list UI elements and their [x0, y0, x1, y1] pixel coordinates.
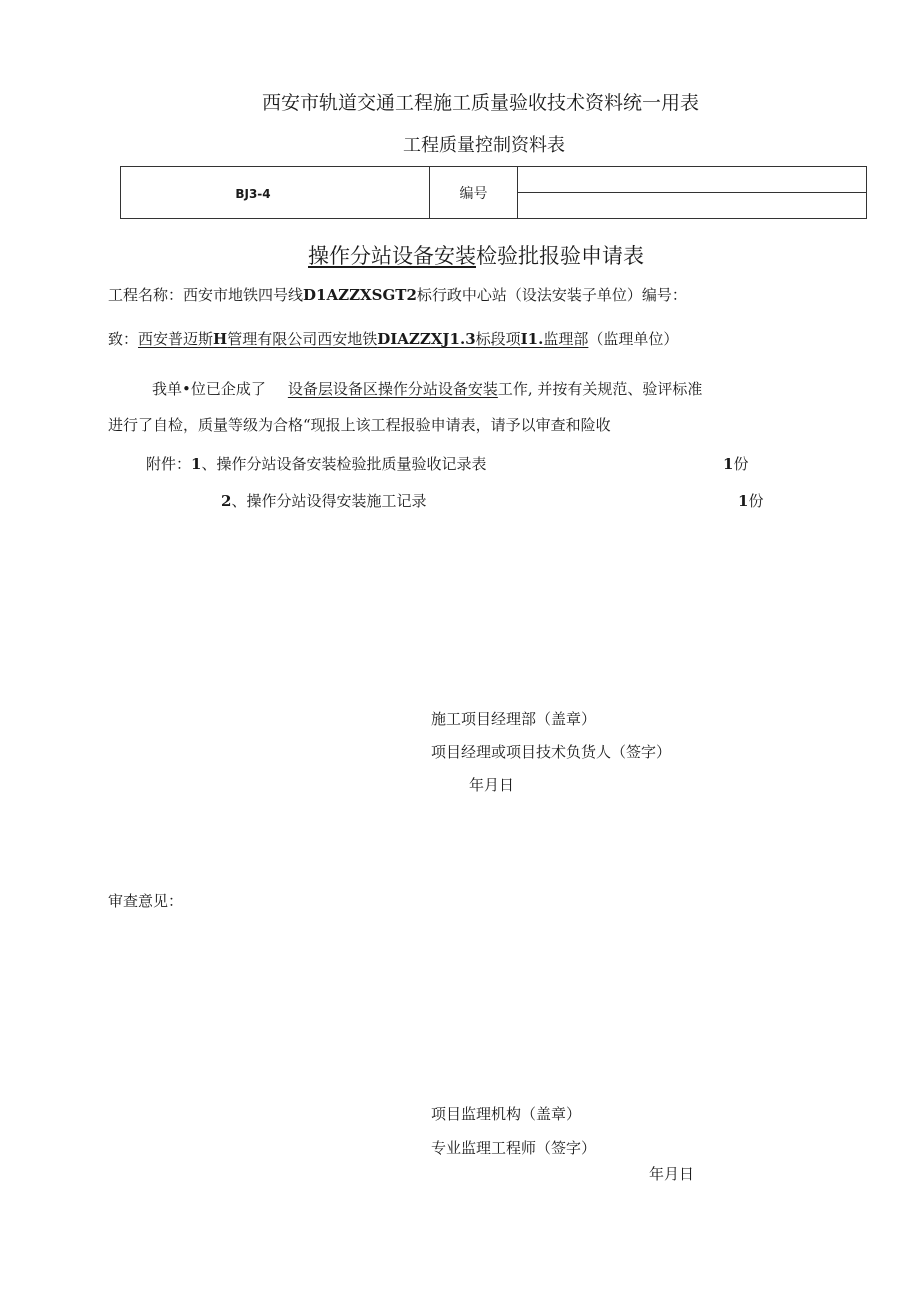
addressee-g: 监理部 — [543, 330, 589, 348]
body-line-1 — [152, 378, 702, 399]
body-1a: 我单•位已企成了 — [152, 380, 266, 398]
document-header-subtitle: 工程质量控制资料表 — [403, 135, 565, 156]
attachment-2-num: 2 — [221, 492, 232, 510]
form-title — [308, 240, 644, 270]
attachment-1 — [146, 453, 486, 474]
addressee-b: H — [213, 330, 228, 348]
number-value-cell-1 — [518, 167, 867, 193]
project-label: 工程名称： — [108, 286, 184, 304]
attachment-1-text: 、操作分站设备安装检验批质量验收记录表 — [201, 455, 487, 473]
attachment-1-qty: 1 — [723, 455, 734, 473]
addressee-d: DIAZZXJ1.3 — [377, 330, 476, 348]
number-label: 编号 — [459, 185, 488, 202]
form-title-rest: 检验批报验申请表 — [476, 244, 644, 268]
addressee-name — [138, 330, 588, 348]
number-value-cell-2 — [518, 193, 867, 219]
attachment-2-unit: 份 — [748, 492, 764, 510]
project-name-c: 标行政中心站（设法安装子单位）编号： — [416, 286, 687, 304]
form-title-underlined: 操作分站设备安装 — [308, 244, 476, 268]
attachment-label: 附件： — [146, 455, 192, 473]
supervisor-org-seal: 项目监理机构（盖章） — [431, 1105, 582, 1123]
contractor-manager-sign: 项目经理或项目技术负货人（签字） — [431, 743, 672, 761]
body-line-2: 进行了自检，质量等级为合格“现报上该工程报验申请表，请予以审查和险收 — [108, 416, 611, 434]
body-1b: 设备层设备区操作分站设备安装 — [287, 380, 498, 398]
addressee-f: I1. — [520, 330, 544, 348]
project-name-a: 西安市地铁四号线 — [183, 286, 304, 304]
supervisor-date: 年月日 — [649, 1165, 695, 1183]
attachment-2 — [221, 490, 426, 511]
supervisor-engineer-sign: 专业监理工程师（签字） — [431, 1139, 597, 1157]
addressee-unit: （监理单位） — [588, 330, 679, 348]
addressee-label: 致： — [108, 330, 139, 348]
attachment-1-count — [723, 453, 748, 474]
document-header-title: 西安市轨道交通工程施工质量验收技术资料统一用表 — [262, 92, 700, 114]
addressee-a: 西安普迈斯 — [138, 330, 214, 348]
contractor-dept-seal: 施工项目经理部（盖章） — [431, 710, 597, 728]
addressee-e: 标段项 — [475, 330, 521, 348]
project-line — [108, 284, 687, 305]
attachment-1-unit: 份 — [733, 455, 749, 473]
attachment-1-num: 1 — [191, 455, 202, 473]
form-code: BJ3-4 — [235, 187, 271, 201]
project-name-b: D1AZZXSGT2 — [303, 286, 417, 304]
body-1c: 工作, 并按有关规范、验评标准 — [497, 380, 703, 398]
addressee-c: 管理有限公司西安地铁 — [227, 330, 378, 348]
contractor-date: 年月日 — [469, 776, 515, 794]
addressee-line — [108, 328, 678, 349]
number-label-cell — [430, 167, 518, 219]
attachment-2-text: 、操作分站设得安装施工记录 — [231, 492, 427, 510]
code-table — [120, 166, 867, 219]
code-cell — [121, 167, 430, 219]
attachment-2-count — [738, 490, 763, 511]
review-opinion-label: 审查意见： — [108, 892, 184, 910]
attachment-2-qty: 1 — [738, 492, 749, 510]
